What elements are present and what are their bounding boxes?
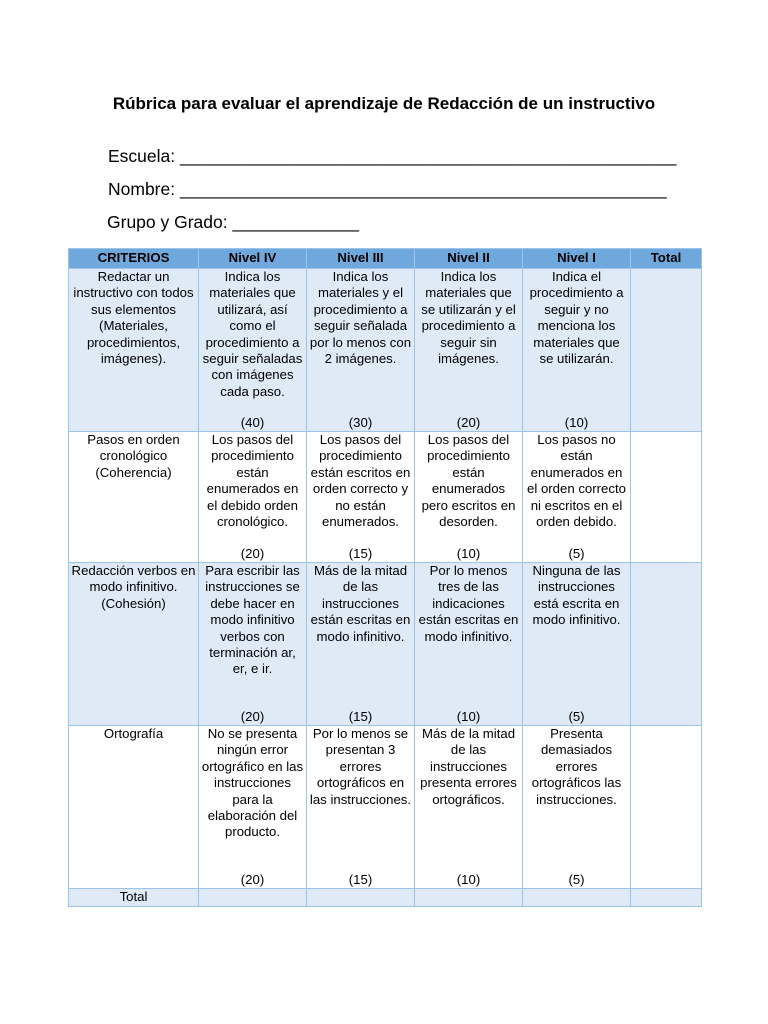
level-points: (10) [456,545,481,561]
header-total: Total [631,249,702,269]
level-cell [307,726,415,889]
table-row [69,269,702,432]
criterio-cell: Pasos en orden cronológico (Coherencia) [69,432,199,563]
table-row [69,563,702,726]
level-cell [415,563,523,726]
header-nivel-i: Nivel I [523,249,631,269]
total-label: Total [69,889,199,907]
level-description: Indica el procedimiento a seguir y no menciona los materiales que se utilizarán. [529,269,624,367]
level-points: (10) [564,414,589,430]
total-row [69,889,702,907]
header-nivel-ii: Nivel II [415,249,523,269]
level-description: Indica los materiales que utilizará, así como el procedimiento a seguir señaladas con imágenes cada paso. [202,269,303,399]
level-cell [523,269,631,432]
total-cell [631,563,702,726]
level-description: Por lo menos tres de las indicaciones están escritas en modo infinitivo. [418,563,519,644]
level-cell [415,269,523,432]
grupo-grado-field: Grupo y Grado: _____________ [107,212,359,232]
level-description: Los pasos del procedimiento están enumerados pero escritos en desorden. [421,432,516,530]
criterio-cell: Redactar un instructivo con todos sus elementos (Materiales, procedimientos, imágenes). [69,269,199,432]
criterio-cell: Ortografía [69,726,199,889]
level-description: Indica los materiales y el procedimiento a seguir señalada por lo menos con 2 imágenes. [309,269,412,367]
level-cell [199,269,307,432]
level-points: (5) [568,871,585,887]
level-cell [199,432,307,563]
level-cell [415,432,523,563]
level-points: (20) [456,414,481,430]
level-cell [307,563,415,726]
level-cell [199,726,307,889]
level-cell [523,432,631,563]
level-description: No se presenta ningún error ortográfico en las instrucciones para la elaboración del producto. [201,726,304,840]
criterio-cell: Redacción verbos en modo infinitivo. (Cohesión) [69,563,199,726]
escuela-field: Escuela: ___________________________________________________ [108,146,677,166]
level-points: (15) [348,545,373,561]
level-points: (10) [456,871,481,887]
level-description: Indica los materiales que se utilizarán y el procedimiento a seguir sin imágenes. [421,269,516,367]
total-cell [199,889,307,907]
total-cell [415,889,523,907]
level-cell [523,563,631,726]
level-description: Más de la mitad de las instrucciones están escritas en modo infinitivo. [310,563,411,644]
level-cell [307,269,415,432]
level-description: Por lo menos se presentan 3 errores ortográficos en las instrucciones. [309,726,412,807]
level-points: (5) [568,708,585,724]
level-description: Para escribir las instrucciones se debe hacer en modo infinitivo verbos con terminación ar, er, e ir. [205,563,300,677]
header-criterios: CRITERIOS [69,249,199,269]
total-cell [631,432,702,563]
level-cell [415,726,523,889]
total-cell [307,889,415,907]
level-description: Presenta demasiados errores ortográficos las instrucciones. [531,726,622,807]
level-points: (5) [568,545,585,561]
total-cell [523,889,631,907]
level-points: (20) [240,708,265,724]
rubric-table [68,248,702,907]
level-cell [523,726,631,889]
header-nivel-iii: Nivel III [307,249,415,269]
level-points: (20) [240,545,265,561]
level-description: Los pasos no están enumerados en el orden correcto ni escritos en el orden debido. [527,432,626,530]
total-cell [631,269,702,432]
level-points: (10) [456,708,481,724]
level-points: (15) [348,708,373,724]
level-description: Más de la mitad de las instrucciones presenta errores ortográficos. [420,726,517,807]
level-points: (40) [240,414,265,430]
level-description: Los pasos del procedimiento están enumerados en el debido orden cronológico. [206,432,299,530]
level-cell [199,563,307,726]
level-description: Ninguna de las instrucciones está escrita en modo infinitivo. [532,563,621,628]
table-row [69,726,702,889]
header-nivel-iv: Nivel IV [199,249,307,269]
level-description: Los pasos del procedimiento están escritos en orden correcto y no están enumerados. [310,432,411,530]
level-points: (15) [348,871,373,887]
total-cell [631,726,702,889]
table-header-row [69,249,702,269]
nombre-field: Nombre: __________________________________________________ [108,179,667,199]
level-points: (30) [348,414,373,430]
total-cell [631,889,702,907]
level-points: (20) [240,871,265,887]
table-row [69,432,702,563]
level-cell [307,432,415,563]
document-title: Rúbrica para evaluar el aprendizaje de Redacción de un instructivo [112,94,656,113]
